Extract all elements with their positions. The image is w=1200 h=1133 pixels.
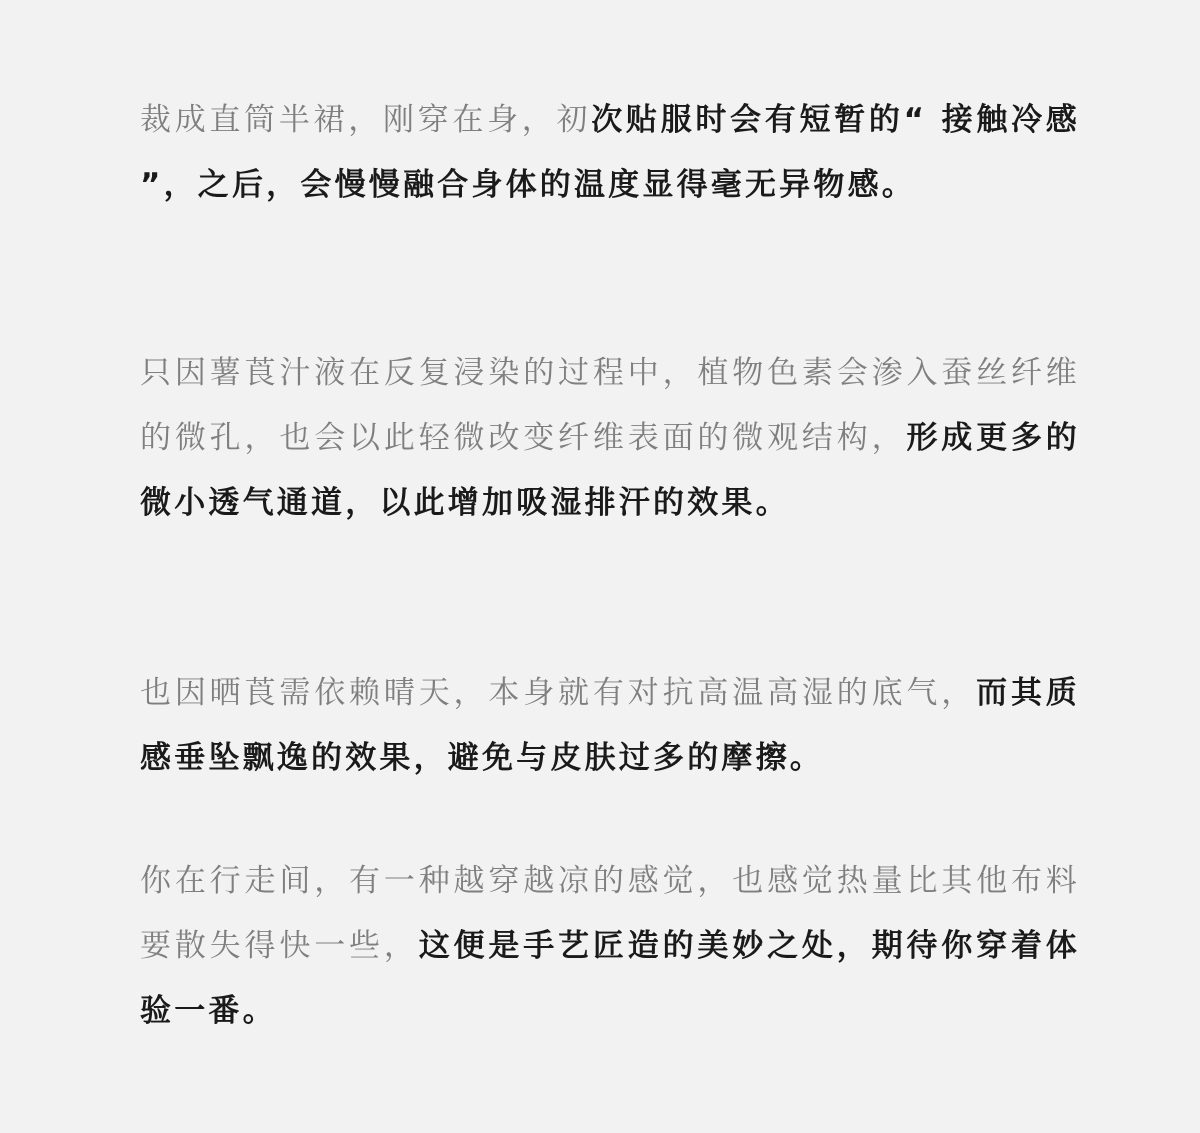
paragraph-4-intro-text: 你在行走间，有一种越穿越凉的感觉，也感觉热量比其他布料要散失得快一些， (140, 863, 1080, 964)
paragraph-1-emphasis-text: 次贴服时会有短暂的“ 接触冷感 ”，之后，会慢慢融合身体的温度显得毫无异物感。 (140, 102, 1080, 203)
paragraph-3-emphasis-text: 而其质感垂坠飘逸的效果，避免与皮肤过多的摩擦。 (140, 675, 1080, 776)
paragraph-3-intro-text: 也因晒莨需依赖晴天，本身就有对抗高温高湿的底气， (140, 675, 977, 711)
paragraph-3 (140, 661, 1080, 791)
paragraph-4-emphasis-text: 这便是手艺匠造的美妙之处，期待你穿着体验一番。 (140, 928, 1080, 1029)
paragraph-1-intro-text: 裁成直筒半裙，刚穿在身，初 (140, 102, 592, 138)
paragraph-2-emphasis-text: 形成更多的微小透气通道，以此增加吸湿排汗的效果。 (140, 420, 1081, 521)
paragraph-2 (140, 341, 1080, 536)
paragraph-2-intro-text: 只因薯莨汁液在反复浸染的过程中，植物色素会渗入蚕丝纤维的微孔，也会以此轻微改变纤维表面的微观结构， (140, 355, 1080, 456)
paragraph-1 (140, 88, 1080, 218)
paragraph-4 (140, 849, 1080, 1044)
